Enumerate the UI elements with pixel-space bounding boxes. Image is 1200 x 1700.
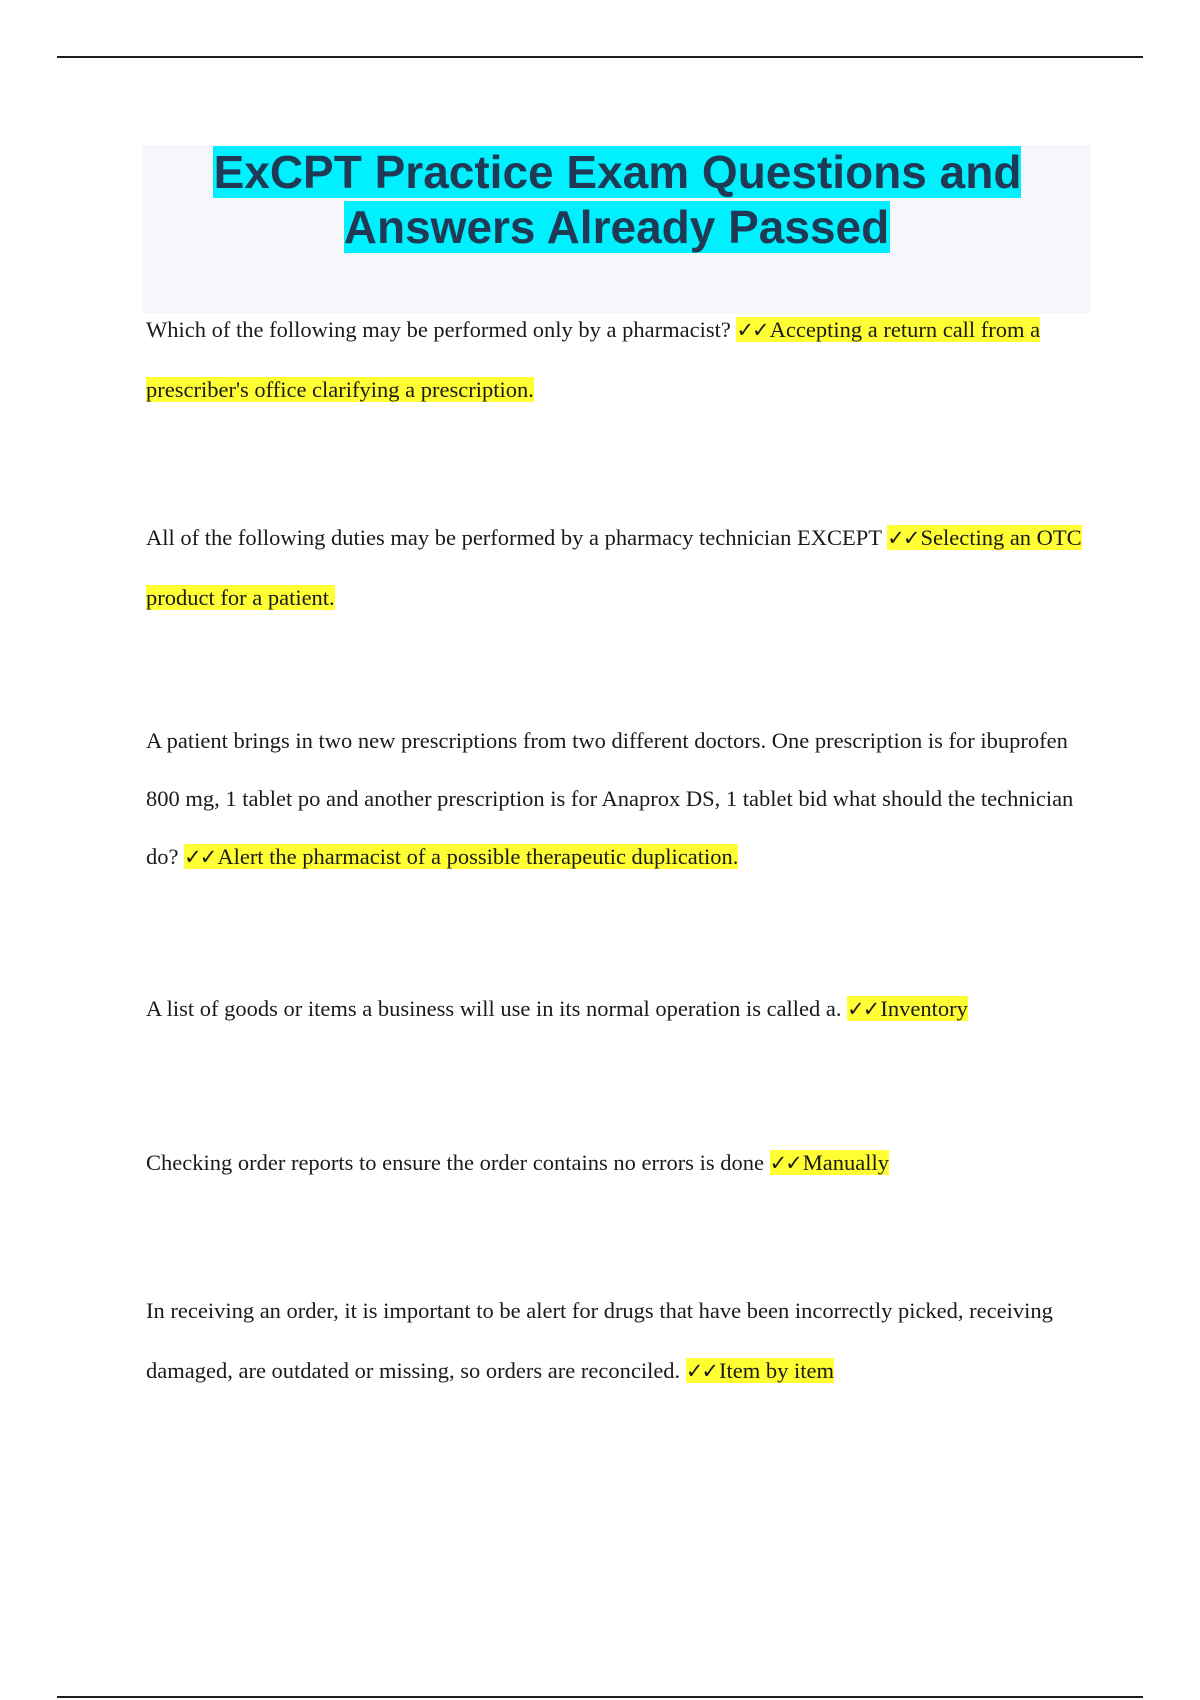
question-text: All of the following duties may be performed by a pharmacy technician EXCEPT (146, 525, 888, 550)
answer-text: Accepting a return call from a prescriber's office clarifying a prescription. (146, 317, 1041, 402)
double-check-icon: ✓✓ (736, 318, 768, 342)
qa-item-3 (146, 712, 1086, 886)
document-title: ExCPT Practice Exam Questions and Answers Already Passed (213, 146, 1022, 253)
qa-item-5 (146, 1133, 1086, 1193)
double-check-icon: ✓✓ (887, 526, 919, 550)
double-check-icon: ✓✓ (769, 1151, 801, 1175)
double-check-icon: ✓✓ (184, 845, 216, 869)
answer-highlight (847, 996, 968, 1021)
qa-item-6 (146, 1281, 1086, 1401)
qa-item-1 (146, 300, 1086, 420)
answer-highlight (184, 844, 738, 869)
question-text: A patient brings in two new prescriptions from two different doctors. One prescription is for ibuprofen 800 mg, 1 tablet po and another prescription is for Anaprox DS, 1 tablet bid what should the technician do? (146, 728, 1074, 869)
qa-item-4 (146, 979, 1086, 1039)
qa-item-2 (146, 508, 1086, 628)
question-text: In receiving an order, it is important to be alert for drugs that have been incorrectly picked, receiving damaged, are outdated or missing, so orders are reconciled. (146, 1298, 1053, 1383)
bottom-rule (57, 1696, 1143, 1698)
answer-highlight (770, 1150, 889, 1175)
top-rule (57, 56, 1143, 58)
title-block (143, 145, 1091, 313)
question-text: Checking order reports to ensure the order contains no errors is done (146, 1150, 770, 1175)
question-text: Which of the following may be performed only by a pharmacist? (146, 317, 737, 342)
answer-text: Manually (802, 1150, 889, 1175)
answer-text: Inventory (880, 996, 968, 1021)
answer-text: Selecting an OTC product for a patient. (146, 525, 1082, 610)
question-text: A list of goods or items a business will use in its normal operation is called a. (146, 996, 848, 1021)
double-check-icon: ✓✓ (685, 1359, 718, 1383)
answer-highlight (686, 1358, 834, 1383)
answer-text: Alert the pharmacist of a possible therapeutic duplication. (217, 844, 739, 869)
answer-text: Item by item (719, 1358, 834, 1383)
double-check-icon: ✓✓ (847, 997, 879, 1021)
